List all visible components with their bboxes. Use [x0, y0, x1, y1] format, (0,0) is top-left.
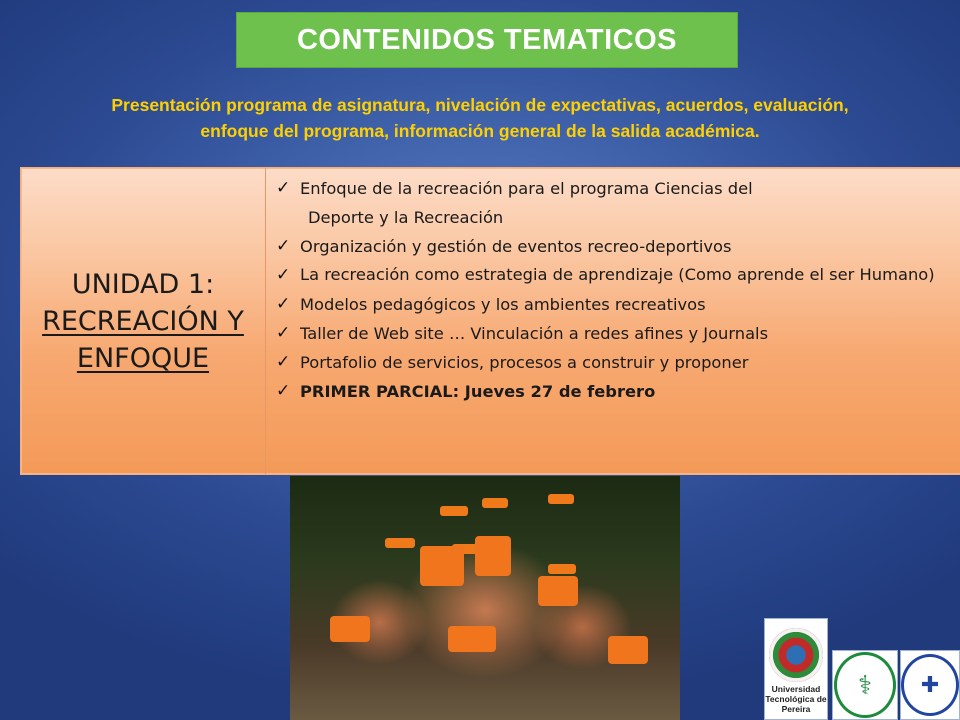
topic-item — [276, 377, 960, 406]
topic-text: Modelos pedagógicos y los ambientes recreativos — [300, 295, 706, 314]
orange-costume — [538, 576, 578, 606]
topic-item — [276, 261, 960, 290]
topics-cell — [266, 168, 960, 474]
orange-costume — [448, 626, 496, 652]
checkmark-icon: ✓ — [276, 381, 291, 401]
utp-seal-icon — [769, 628, 823, 682]
utp-logo — [764, 618, 828, 720]
checkmark-icon: ✓ — [276, 236, 291, 256]
checkmark-icon: ✓ — [276, 265, 291, 285]
orange-costume — [608, 636, 648, 664]
checkmark-icon: ✓ — [276, 294, 291, 314]
topic-item — [276, 290, 960, 319]
headband — [482, 498, 508, 508]
topics-list — [276, 174, 960, 406]
caduceus-icon: ⚕ — [834, 652, 896, 718]
headband — [440, 506, 468, 516]
topic-indent — [276, 203, 300, 232]
medical-logo — [832, 650, 898, 720]
topic-text: Enfoque de la recreación para el programa Ciencias del — [300, 179, 753, 198]
checkmark-icon: ✓ — [276, 323, 291, 343]
content-table — [20, 167, 960, 475]
topic-item — [276, 232, 960, 261]
topic-text: Portafolio de servicios, procesos a construir y proponer — [300, 353, 749, 372]
topic-text: La recreación como estrategia de aprendizaje (Como aprende el ser Humano) — [300, 265, 935, 284]
checkmark-icon: ✓ — [276, 352, 291, 372]
topic-text-exam: PRIMER PARCIAL: Jueves 27 de febrero — [300, 382, 656, 401]
topic-item — [276, 203, 960, 232]
unit-title — [42, 266, 244, 377]
unit-title-line-1: UNIDAD 1: — [71, 268, 215, 300]
headband — [548, 564, 576, 574]
slide-subtitle — [40, 92, 920, 144]
subtitle-line-2: enfoque del programa, información general de la salida académica. — [200, 121, 760, 141]
sports-emblem-icon: ✚ — [901, 654, 959, 716]
unit-title-line-2: RECREACIÓN Y — [42, 305, 244, 337]
topic-item — [276, 319, 960, 348]
unit-cell — [21, 168, 266, 474]
topic-item — [276, 174, 960, 203]
topic-text: Deporte y la Recreación — [308, 208, 504, 227]
sports-faculty-logo — [900, 650, 960, 720]
orange-costume — [475, 536, 511, 576]
headband — [385, 538, 415, 548]
slide-title: CONTENIDOS TEMATICOS — [296, 23, 678, 56]
group-photo — [290, 476, 680, 720]
unit-title-line-3: ENFOQUE — [76, 342, 210, 374]
orange-costume — [420, 546, 464, 586]
utp-logo-text: Universidad Tecnológica de Pereira — [765, 684, 827, 714]
slide-title-box — [236, 12, 738, 68]
topic-text: Organización y gestión de eventos recreo-deportivos — [300, 237, 732, 256]
topic-item — [276, 348, 960, 377]
subtitle-line-1: Presentación programa de asignatura, nivelación de expectativas, acuerdos, evaluación, — [111, 95, 849, 115]
checkmark-icon: ✓ — [276, 178, 291, 198]
topic-text: Taller de Web site … Vinculación a redes afines y Journals — [300, 324, 769, 343]
orange-costume — [330, 616, 370, 642]
headband — [548, 494, 574, 504]
